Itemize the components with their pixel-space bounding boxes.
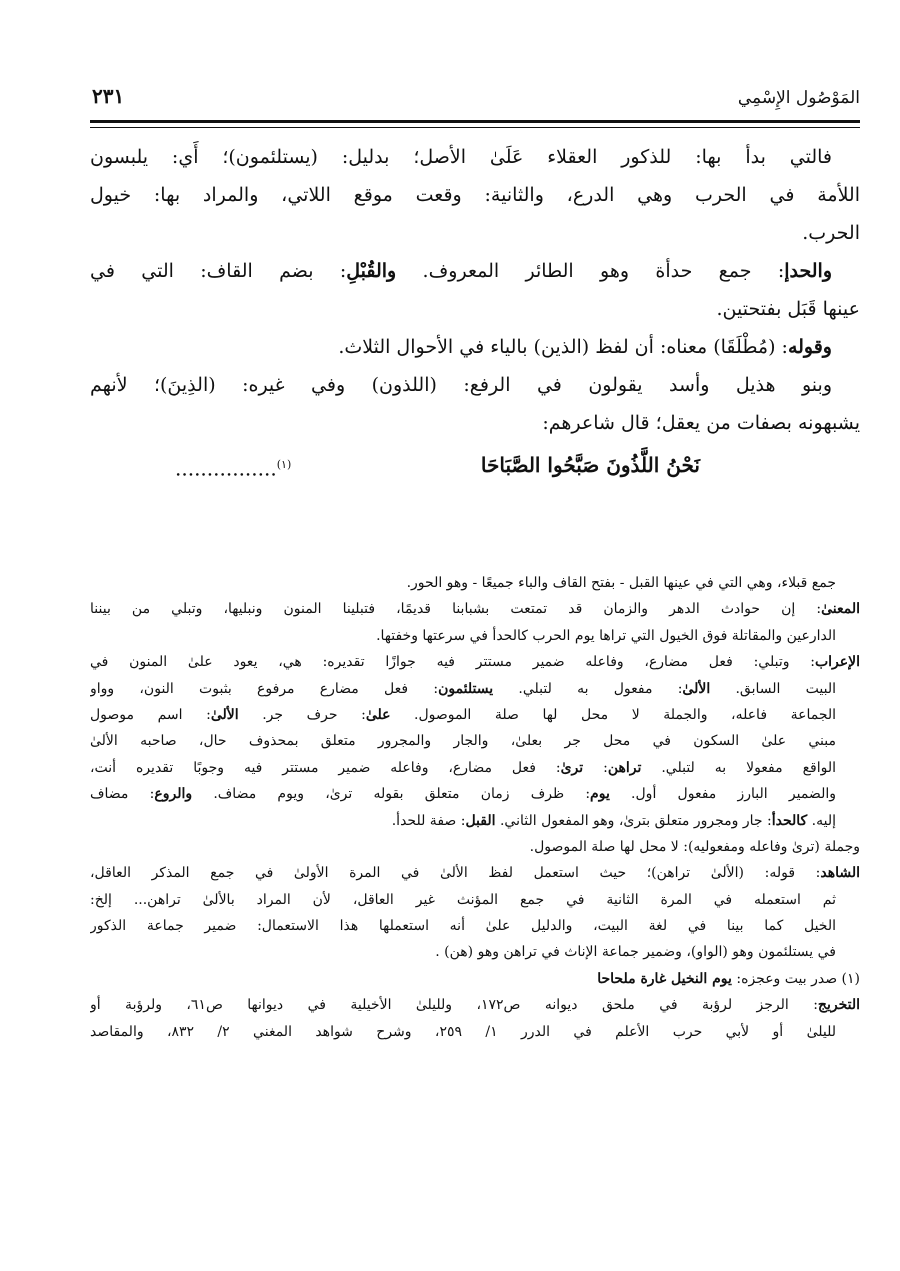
text-run: في يستلئمون وهو (الواو)، وضمير جماعة الإناث في تراهن وهو (هن) . — [435, 944, 836, 961]
text-run: : — [583, 759, 608, 776]
text-run: : صفة للحدأ. — [391, 812, 466, 829]
text-run: : وتبلي: فعل مضارع، وفاعله ضمير مستتر فيه جوازًا تقديره: هي، يعود علىٰ المنون في — [90, 654, 815, 671]
verse-ellipsis — [175, 442, 291, 492]
text-run: : (مُطْلَقَا) معناه: أن لفظ (الذين) بالياء في الأحوال الثلاث. — [338, 336, 788, 358]
text-run: : إن حوادث الدهر والزمان قد تمتعت بشبابنا قديمًا، فتبلينا المنون ونبليها، وتبلي من بيننا — [90, 601, 822, 618]
bold-term: والقُبْلِ — [346, 260, 397, 282]
footnote-line — [90, 781, 860, 807]
text-run: فالتي بدأ بها: للذكور العقلاء عَلَىٰ الأصل؛ بدليل: (يستلئمون)؛ أَي: يلبسون — [90, 146, 832, 168]
bold-term: يستلئمون — [438, 680, 494, 697]
text-run: الحرب. — [802, 222, 860, 244]
footnote-line — [90, 1019, 860, 1045]
body-line — [90, 404, 860, 442]
text-run: : اسم موصول — [90, 706, 211, 723]
bold-term: المعنىٰ — [821, 601, 860, 618]
footnote-line — [90, 834, 860, 860]
ellipsis-dots: ................ — [175, 456, 277, 481]
bold-term: ترىٰ — [560, 759, 584, 776]
text-run: مبني علىٰ السكون في محل جر بعلىٰ، والجار والمجرور متعلق بمحذوف حال، صاحبه الألىٰ — [90, 733, 836, 750]
text-run: اللأمة في الحرب وهي الدرع، والثانية: وقعت موقع اللاتي، والمراد بها: خيول — [90, 184, 860, 206]
footnote-line — [90, 808, 860, 834]
bold-term: والحدإ — [784, 260, 832, 282]
bold-term: الإعراب — [814, 654, 860, 671]
body-line — [90, 366, 860, 404]
page-header — [90, 84, 860, 114]
bold-term: الألىٰ — [682, 680, 711, 697]
bold-term: الألىٰ — [210, 706, 239, 723]
footnotes — [90, 570, 860, 1045]
text-run: : فعل مضارع مرفوع بثبوت النون، وواو — [90, 680, 439, 697]
text-run: ثم استعمله في المرة الثانية في جمع المؤنث غير العاقل، لأن المراد بالألىٰ تراهن... إلخ: — [90, 891, 836, 908]
main-text — [90, 138, 860, 488]
verse-hemistich: نَحْنُ اللَّذُونَ صَبَّحُوا الصَّبَاحَا — [480, 453, 700, 477]
text-run: : مفعول به لتبلي. — [493, 680, 683, 697]
footnote-line — [90, 702, 860, 728]
text-run: : قوله: (الألىٰ تراهن)؛ حيث استعمل لفظ الألىٰ في المرة الأولىٰ في جمع المذكر العاقل، — [90, 865, 821, 882]
text-run: جمع قبلاء، وهي التي في عينها القبل - بفتح القاف والباء جميعًا - وهو الحور. — [406, 575, 836, 591]
footnote-line — [90, 570, 860, 596]
body-line — [90, 214, 860, 252]
footnote-line — [90, 596, 860, 622]
bold-term: يوم — [590, 786, 610, 803]
body-line — [90, 290, 860, 328]
footnote-line — [90, 939, 860, 965]
footnote-line — [90, 649, 860, 675]
text-run: : جار ومجرور متعلق بترىٰ، وهو المفعول الثاني. — [495, 812, 772, 829]
text-run: الخيل كما بينا في لغة البيت، والدليل علىٰ أنه استعملها هذا الاستعمال: ضمير جماعة الذكور — [90, 918, 836, 935]
text-run: الجماعة فاعله، والجملة لا محل لها صلة الموصول. — [390, 706, 837, 723]
text-run: الدارعين والمقاتلة فوق الخيول التي تراها يوم الحرب كالحدأ في سرعتها وخفتها. — [376, 627, 836, 644]
text-run: وبنو هذيل وأسد يقولون في الرفع: (اللذون) وفي غيره: (الذِينَ)؛ لأنهم — [90, 374, 832, 396]
bold-term: والروع — [154, 786, 193, 803]
text-run: : ظرف زمان متعلق بقوله ترىٰ، ويوم مضاف. — [192, 786, 591, 803]
text-run: (١) صدر بيت وعجزه: — [731, 970, 860, 987]
body-line — [90, 328, 860, 366]
text-run: عينها قَبَل بفتحتين. — [716, 298, 860, 320]
text-run: : مضاف — [90, 786, 155, 803]
footnote-line — [90, 623, 860, 649]
body-line — [90, 176, 860, 214]
text-run: : الرجز لرؤبة في ملحق ديوانه ص١٧٢، ولليلىٰ الأخيلية في ديوانها ص٦١، ولرؤبة أو — [90, 997, 818, 1014]
footnote-line — [90, 992, 860, 1018]
bold-term: التخريج — [817, 997, 860, 1014]
verse-line — [90, 442, 860, 488]
bold-term: كالحدأ — [771, 812, 808, 829]
text-run: : حرف جر. — [238, 706, 366, 723]
body-line — [90, 138, 860, 176]
bold-term: علىٰ — [365, 706, 391, 723]
text-run: : بضم القاف: التي في — [90, 260, 347, 282]
footnote-ref[interactable]: (١) — [276, 458, 292, 471]
text-run: والضمير البارز مفعول أول. — [609, 786, 836, 803]
footnote-line — [90, 913, 860, 939]
bold-term: وقوله — [787, 336, 832, 358]
body-line — [90, 252, 860, 290]
header-double-rule — [90, 120, 860, 128]
footnote-line — [90, 887, 860, 913]
running-title: المَوْصُول الإِسْمِي — [737, 88, 860, 108]
footnote-line — [90, 860, 860, 886]
bold-term: الشاهد — [820, 865, 860, 882]
text-run: : جمع حدأة وهو الطائر المعروف. — [396, 260, 785, 282]
text-run: يشبهونه بصفات من يعقل؛ قال شاعرهم: — [542, 412, 860, 434]
footnote-line — [90, 966, 860, 992]
footnote-line — [90, 728, 860, 754]
footnote-line — [90, 676, 860, 702]
text-run: : فعل مضارع، وفاعله ضمير مستتر فيه وجوبًا تقديره أنت، — [90, 759, 561, 776]
footnote-line — [90, 755, 860, 781]
text-run: وجملة (ترىٰ وفاعله ومفعوليه): لا محل لها صلة الموصول. — [529, 838, 860, 855]
text-run: البيت السابق. — [710, 680, 836, 697]
bold-term: القبل — [465, 812, 496, 829]
text-run: إليه. — [807, 812, 836, 829]
text-run: الواقع مفعولا به لتبلي. — [641, 759, 836, 776]
text-run: لليلىٰ أو لأبي حرب الأعلم في الدرر ١/ ٢٥٩، وشرح شواهد المغني ٢/ ٨٣٢، والمقاصد — [90, 1023, 836, 1040]
bold-term: تراهن — [607, 759, 642, 776]
bold-term: يوم النخيل غارة ملحاحا — [597, 970, 732, 987]
page-number: ٢٣١ — [92, 84, 125, 108]
